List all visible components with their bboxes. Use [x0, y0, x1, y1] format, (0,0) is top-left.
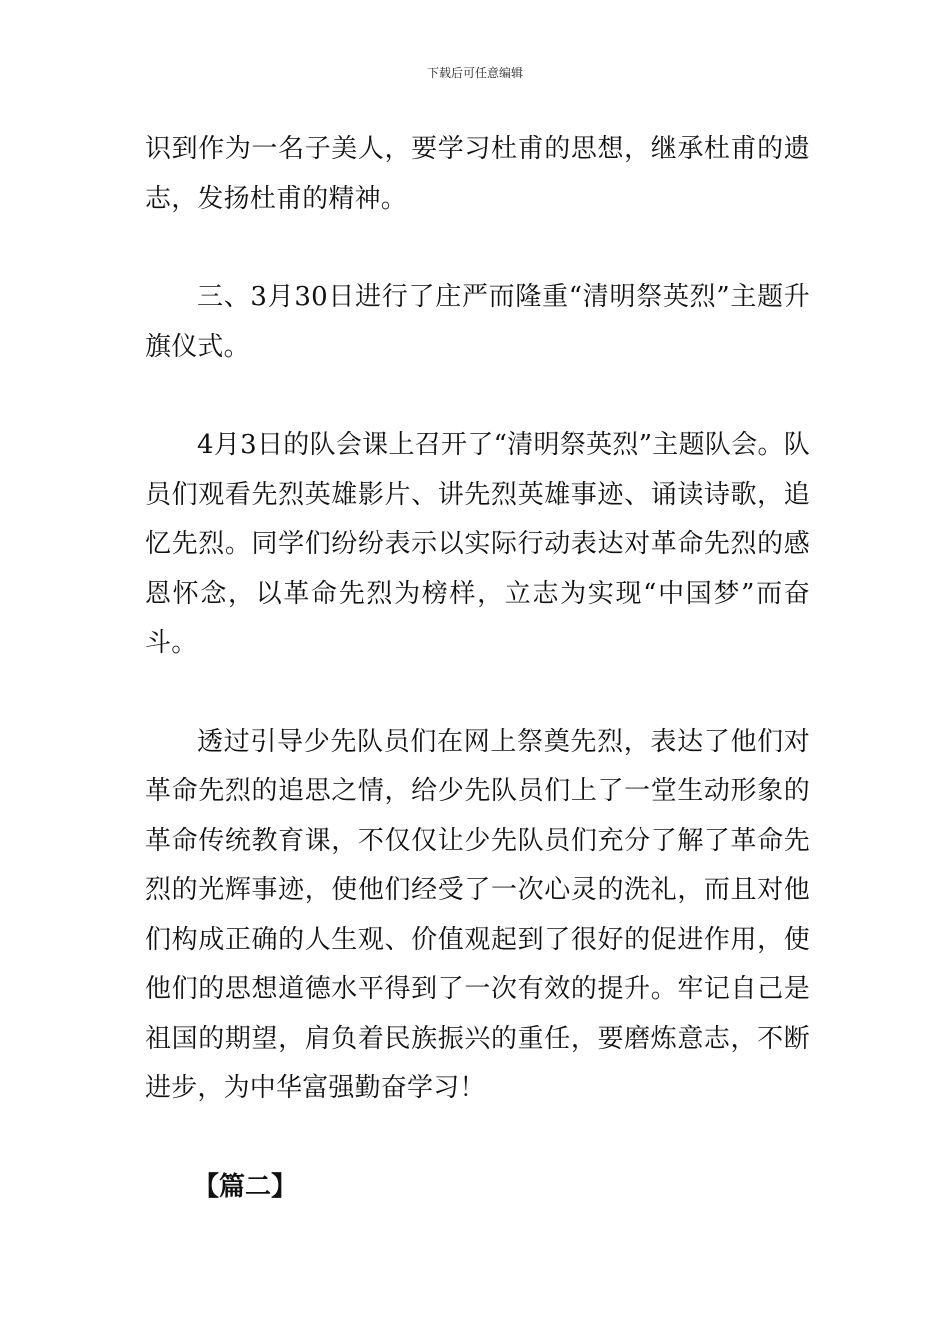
section-heading: 【篇二】 — [193, 1171, 298, 1202]
paragraph-4: 透过引导少先队员们在网上祭奠先烈，表达了他们对革命先烈的追思之情，给少先队员们上了一堂生动形象的革命传统教育课，不仅仅让少先队员们充分了解了革命先烈的光辉事迹，使他们经受了一次心灵的洗礼，而且对他们构成正确的人生观、价值观起到了很好的促进作用，使他们的思想道德水平得到了一次有效的提升。牢记自己是祖国的期望，肩负着民族振兴的重任，要磨炼意志，不断进步，为中华富强勤奋学习！ — [145, 726, 810, 1103]
paragraph-gap — [145, 224, 810, 273]
paragraph-gap — [145, 372, 810, 421]
paragraph-2: 三、3月30日进行了庄严而隆重“清明祭英烈”主题升旗仪式。 — [145, 282, 810, 362]
paragraph-gap — [145, 1114, 810, 1163]
page-header-note: 下载后可任意编辑 — [426, 66, 523, 80]
paragraph-1: 识到作为一名子美人，要学习杜甫的思想，继承杜甫的遗志，发扬杜甫的精神。 — [145, 134, 810, 214]
document-body — [145, 125, 810, 1212]
paragraph-gap — [145, 669, 810, 718]
paragraph-3: 4月3日的队会课上召开了“清明祭英烈”主题队会。队员们观看先烈英雄影片、讲先烈英雄事迹、诵读诗歌，追忆先烈。同学们纷纷表示以实际行动表达对革命先烈的感恩怀念，以革命先烈为榜样，立志为实现“中国梦”而奋斗。 — [145, 430, 810, 658]
